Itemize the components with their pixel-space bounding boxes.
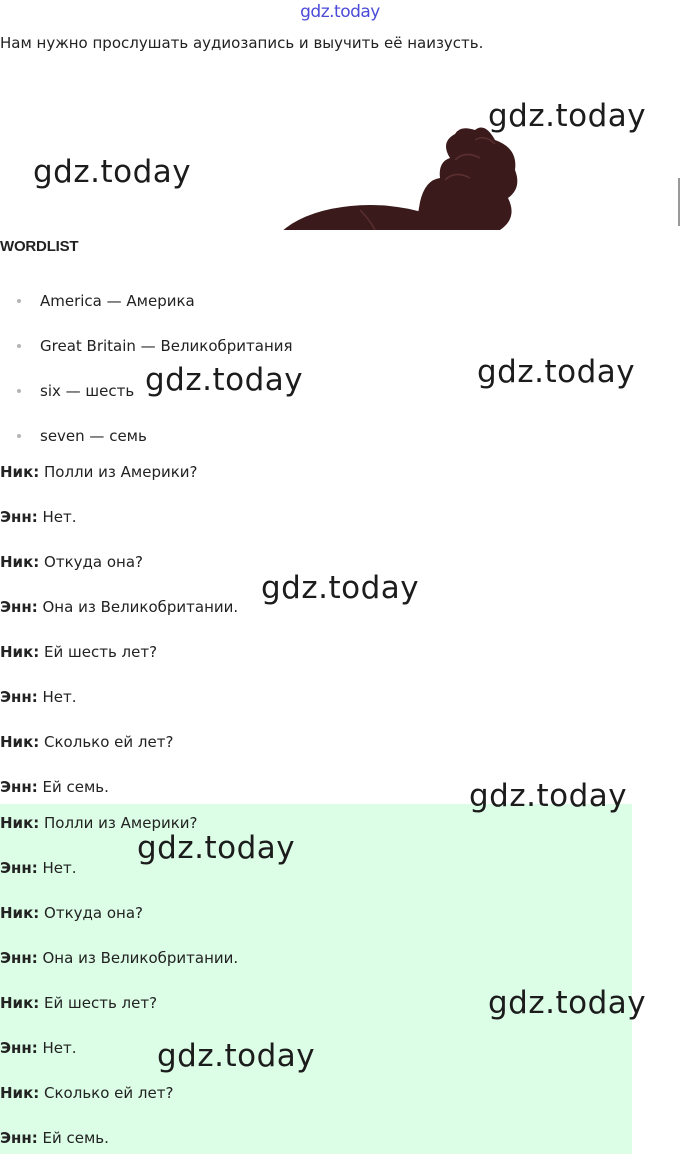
bullet-icon	[17, 344, 21, 348]
dialogue-text: Нет.	[37, 688, 77, 706]
wordlist-entry: six — шесть	[40, 382, 135, 400]
dialogue-text: Ей шесть лет?	[39, 643, 158, 661]
watermark-text: gdz.today	[33, 154, 192, 190]
watermark-text: gdz.today	[488, 98, 647, 134]
list-item	[0, 281, 293, 326]
dialogue-text: Сколько ей лет?	[39, 1084, 174, 1102]
dialogue-text: Она из Великобритании.	[37, 949, 239, 967]
dialogue-text: Нет.	[37, 859, 77, 877]
speaker-name: Ник:	[0, 1084, 40, 1102]
dialogue-text: Полли из Америки?	[39, 463, 198, 481]
dialogue-line	[0, 939, 632, 984]
watermark-text: gdz.today	[157, 1038, 316, 1074]
dialogue-original	[0, 460, 632, 820]
speaker-name: Энн:	[0, 949, 38, 967]
dialogue-line	[0, 1074, 632, 1119]
dialogue-text: Нет.	[37, 1039, 77, 1057]
wordlist-heading: WORDLIST	[0, 238, 79, 255]
dialogue-text: Откуда она?	[39, 904, 143, 922]
watermark-text: gdz.today	[488, 985, 647, 1021]
dialogue-text: Она из Великобритании.	[37, 598, 239, 616]
bullet-icon	[17, 299, 21, 303]
speaker-name: Энн:	[0, 778, 38, 796]
speaker-name: Энн:	[0, 688, 38, 706]
dialogue-text: Откуда она?	[39, 553, 143, 571]
dialogue-line	[0, 505, 632, 550]
dialogue-line	[0, 640, 632, 685]
speaker-name: Ник:	[0, 463, 40, 481]
bullet-icon	[17, 434, 21, 438]
speaker-name: Энн:	[0, 598, 38, 616]
intro-text: Нам нужно прослушать аудиозапись и выучить её наизусть.	[0, 34, 484, 52]
wordlist-entry: seven — семь	[40, 427, 147, 445]
dialogue-text: Ей семь.	[37, 1129, 109, 1147]
dialogue-text: Сколько ей лет?	[39, 733, 174, 751]
speaker-name: Ник:	[0, 814, 40, 832]
dialogue-line	[0, 685, 632, 730]
watermark-text: gdz.today	[469, 778, 628, 814]
watermark-text: gdz.today	[261, 570, 420, 606]
watermark-text: gdz.today	[477, 354, 636, 390]
dialogue-highlighted	[0, 804, 632, 1154]
speaker-name: Энн:	[0, 1039, 38, 1057]
speaker-name: Ник:	[0, 733, 40, 751]
wordlist-entry: Great Britain — Великобритания	[40, 337, 293, 355]
speaker-name: Ник:	[0, 904, 40, 922]
dialogue-line	[0, 1029, 632, 1074]
dialogue-text: Полли из Америки?	[39, 814, 198, 832]
dialogue-line	[0, 730, 632, 775]
speaker-name: Энн:	[0, 859, 38, 877]
site-logo[interactable]: gdz.today	[300, 2, 380, 22]
dialogue-line	[0, 1119, 632, 1164]
wordlist-entry: America — Америка	[40, 292, 195, 310]
speaker-name: Энн:	[0, 1129, 38, 1147]
speaker-name: Ник:	[0, 553, 40, 571]
speaker-name: Ник:	[0, 994, 40, 1012]
dialogue-text: Ей шесть лет?	[39, 994, 158, 1012]
dialogue-text: Ей семь.	[37, 778, 109, 796]
watermark-text: gdz.today	[145, 362, 304, 398]
illustration-image	[260, 70, 540, 230]
list-item	[0, 416, 293, 461]
dialogue-line	[0, 460, 632, 505]
dialogue-text: Нет.	[37, 508, 77, 526]
speaker-name: Энн:	[0, 508, 38, 526]
speaker-name: Ник:	[0, 643, 40, 661]
dialogue-line	[0, 849, 632, 894]
watermark-text: gdz.today	[137, 830, 296, 866]
dialogue-line	[0, 894, 632, 939]
bullet-icon	[17, 389, 21, 393]
